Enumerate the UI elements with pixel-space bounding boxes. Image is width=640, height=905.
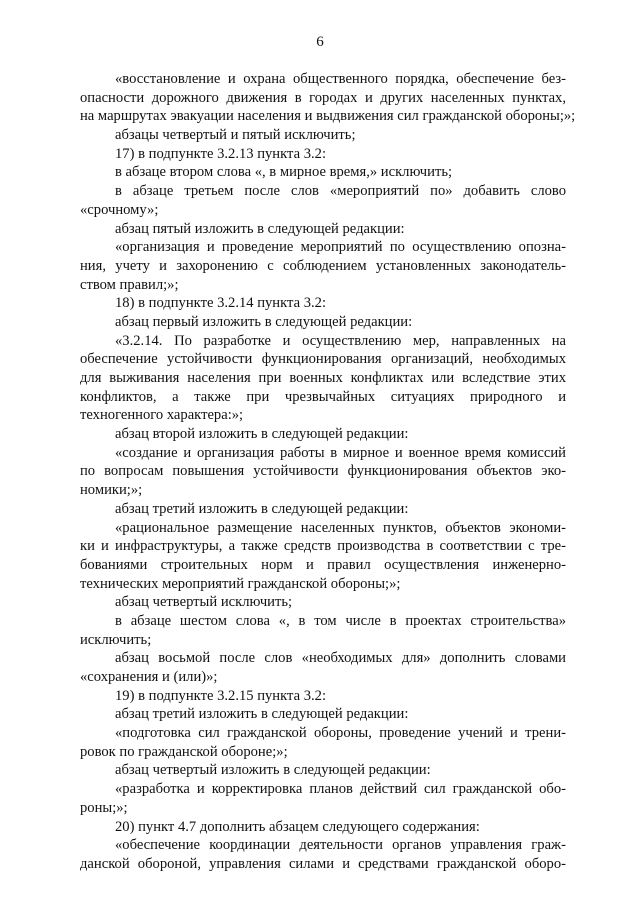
text-line: «срочному»; — [80, 201, 159, 218]
text-line: конфликтов, а также при чрезвычайных ситуациях природного и — [80, 388, 566, 405]
text-line: «сохранения и (или)»; — [80, 669, 218, 685]
text-line: абзац третий изложить в следующей редакции: — [115, 500, 409, 517]
text-line: «рациональное размещение населенных пунктов, объектов экономи- — [115, 519, 566, 536]
text-line: «разработка и корректировка планов действий сил гражданской обо- — [115, 781, 566, 798]
text-line: 19) в подпункте 3.2.15 пункта 3.2: — [115, 687, 326, 704]
text-line: абзац четвертый исключить; — [115, 594, 293, 611]
text-line: обеспечение устойчивости функционирования организаций, необходимых — [80, 351, 566, 368]
text-line: бованиями строительных норм и правил осуществления инженерно- — [80, 556, 566, 573]
text-line: «создание и организация работы в мирное и военное время комиссий — [115, 444, 566, 461]
text-line: 20) пункт 4.7 дополнить абзацем следующего содержания: — [115, 818, 480, 835]
text-line: абзац пятый изложить в следующей редакции: — [115, 220, 405, 237]
text-line: «обеспечение координации деятельности органов управления граж- — [115, 837, 566, 854]
text-line: «восстановление и охрана общественного порядка, обеспечение без- — [115, 71, 566, 87]
text-line: в абзаце третьем после слов «мероприятий по» добавить слово — [115, 183, 566, 200]
text-line: «3.2.14. По разработке и осуществлению мер, направленных на — [115, 332, 566, 349]
text-line: в абзаце шестом слова «, в том числе в проектах строительства» — [115, 612, 566, 629]
text-line: абзацы четвертый и пятый исключить; — [115, 127, 356, 144]
text-line: ки и инфраструктуры, а также средств производства в соответствии с тре- — [80, 538, 566, 555]
text-line: на маршрутах эвакуации населения и выдвижения сил гражданской обороны;»; — [80, 108, 576, 125]
text-line: абзац четвертый изложить в следующей редакции: — [115, 762, 431, 779]
text-line: данской обороной, управления силами и средствами гражданской оборо- — [80, 855, 566, 872]
text-line: абзац второй изложить в следующей редакции: — [115, 426, 409, 443]
text-line: технических мероприятий гражданской обороны;»; — [80, 575, 401, 592]
text-line: роны;»; — [80, 799, 128, 816]
page-number: 6 — [316, 34, 324, 50]
text-line: в абзаце втором слова «, в мирное время,» исключить; — [115, 164, 453, 181]
text-line: для выживания населения при военных конфликтах или вследствие этих — [80, 370, 566, 386]
text-line: 17) в подпункте 3.2.13 пункта 3.2: — [115, 145, 326, 162]
text-line: «подготовка сил гражданской обороны, проведение учений и трени- — [115, 725, 566, 742]
text-line: абзац первый изложить в следующей редакции: — [115, 313, 413, 330]
text-line: исключить; — [80, 631, 152, 648]
text-line: «организация и проведение мероприятий по осуществлению опозна- — [115, 239, 566, 256]
text-line: номики;»; — [80, 482, 143, 499]
text-line: абзац восьмой после слов «необходимых для» дополнить словами — [115, 650, 566, 667]
text-line: техногенного характера:»; — [80, 407, 244, 424]
text-line: ния, учету и захоронению с соблюдением установленных законодатель- — [80, 257, 566, 274]
text-line: по вопросам повышения устойчивости функционирования объектов эко- — [80, 463, 566, 480]
document-body — [80, 70, 576, 874]
text-line: ровок по гражданской обороне;»; — [80, 743, 288, 760]
text-line: абзац третий изложить в следующей редакции: — [115, 706, 409, 723]
text-line: опасности дорожного движения в городах и других населенных пунктах, — [80, 89, 566, 106]
text-line: 18) в подпункте 3.2.14 пункта 3.2: — [115, 295, 326, 312]
text-line: ством правил;»; — [80, 276, 179, 293]
